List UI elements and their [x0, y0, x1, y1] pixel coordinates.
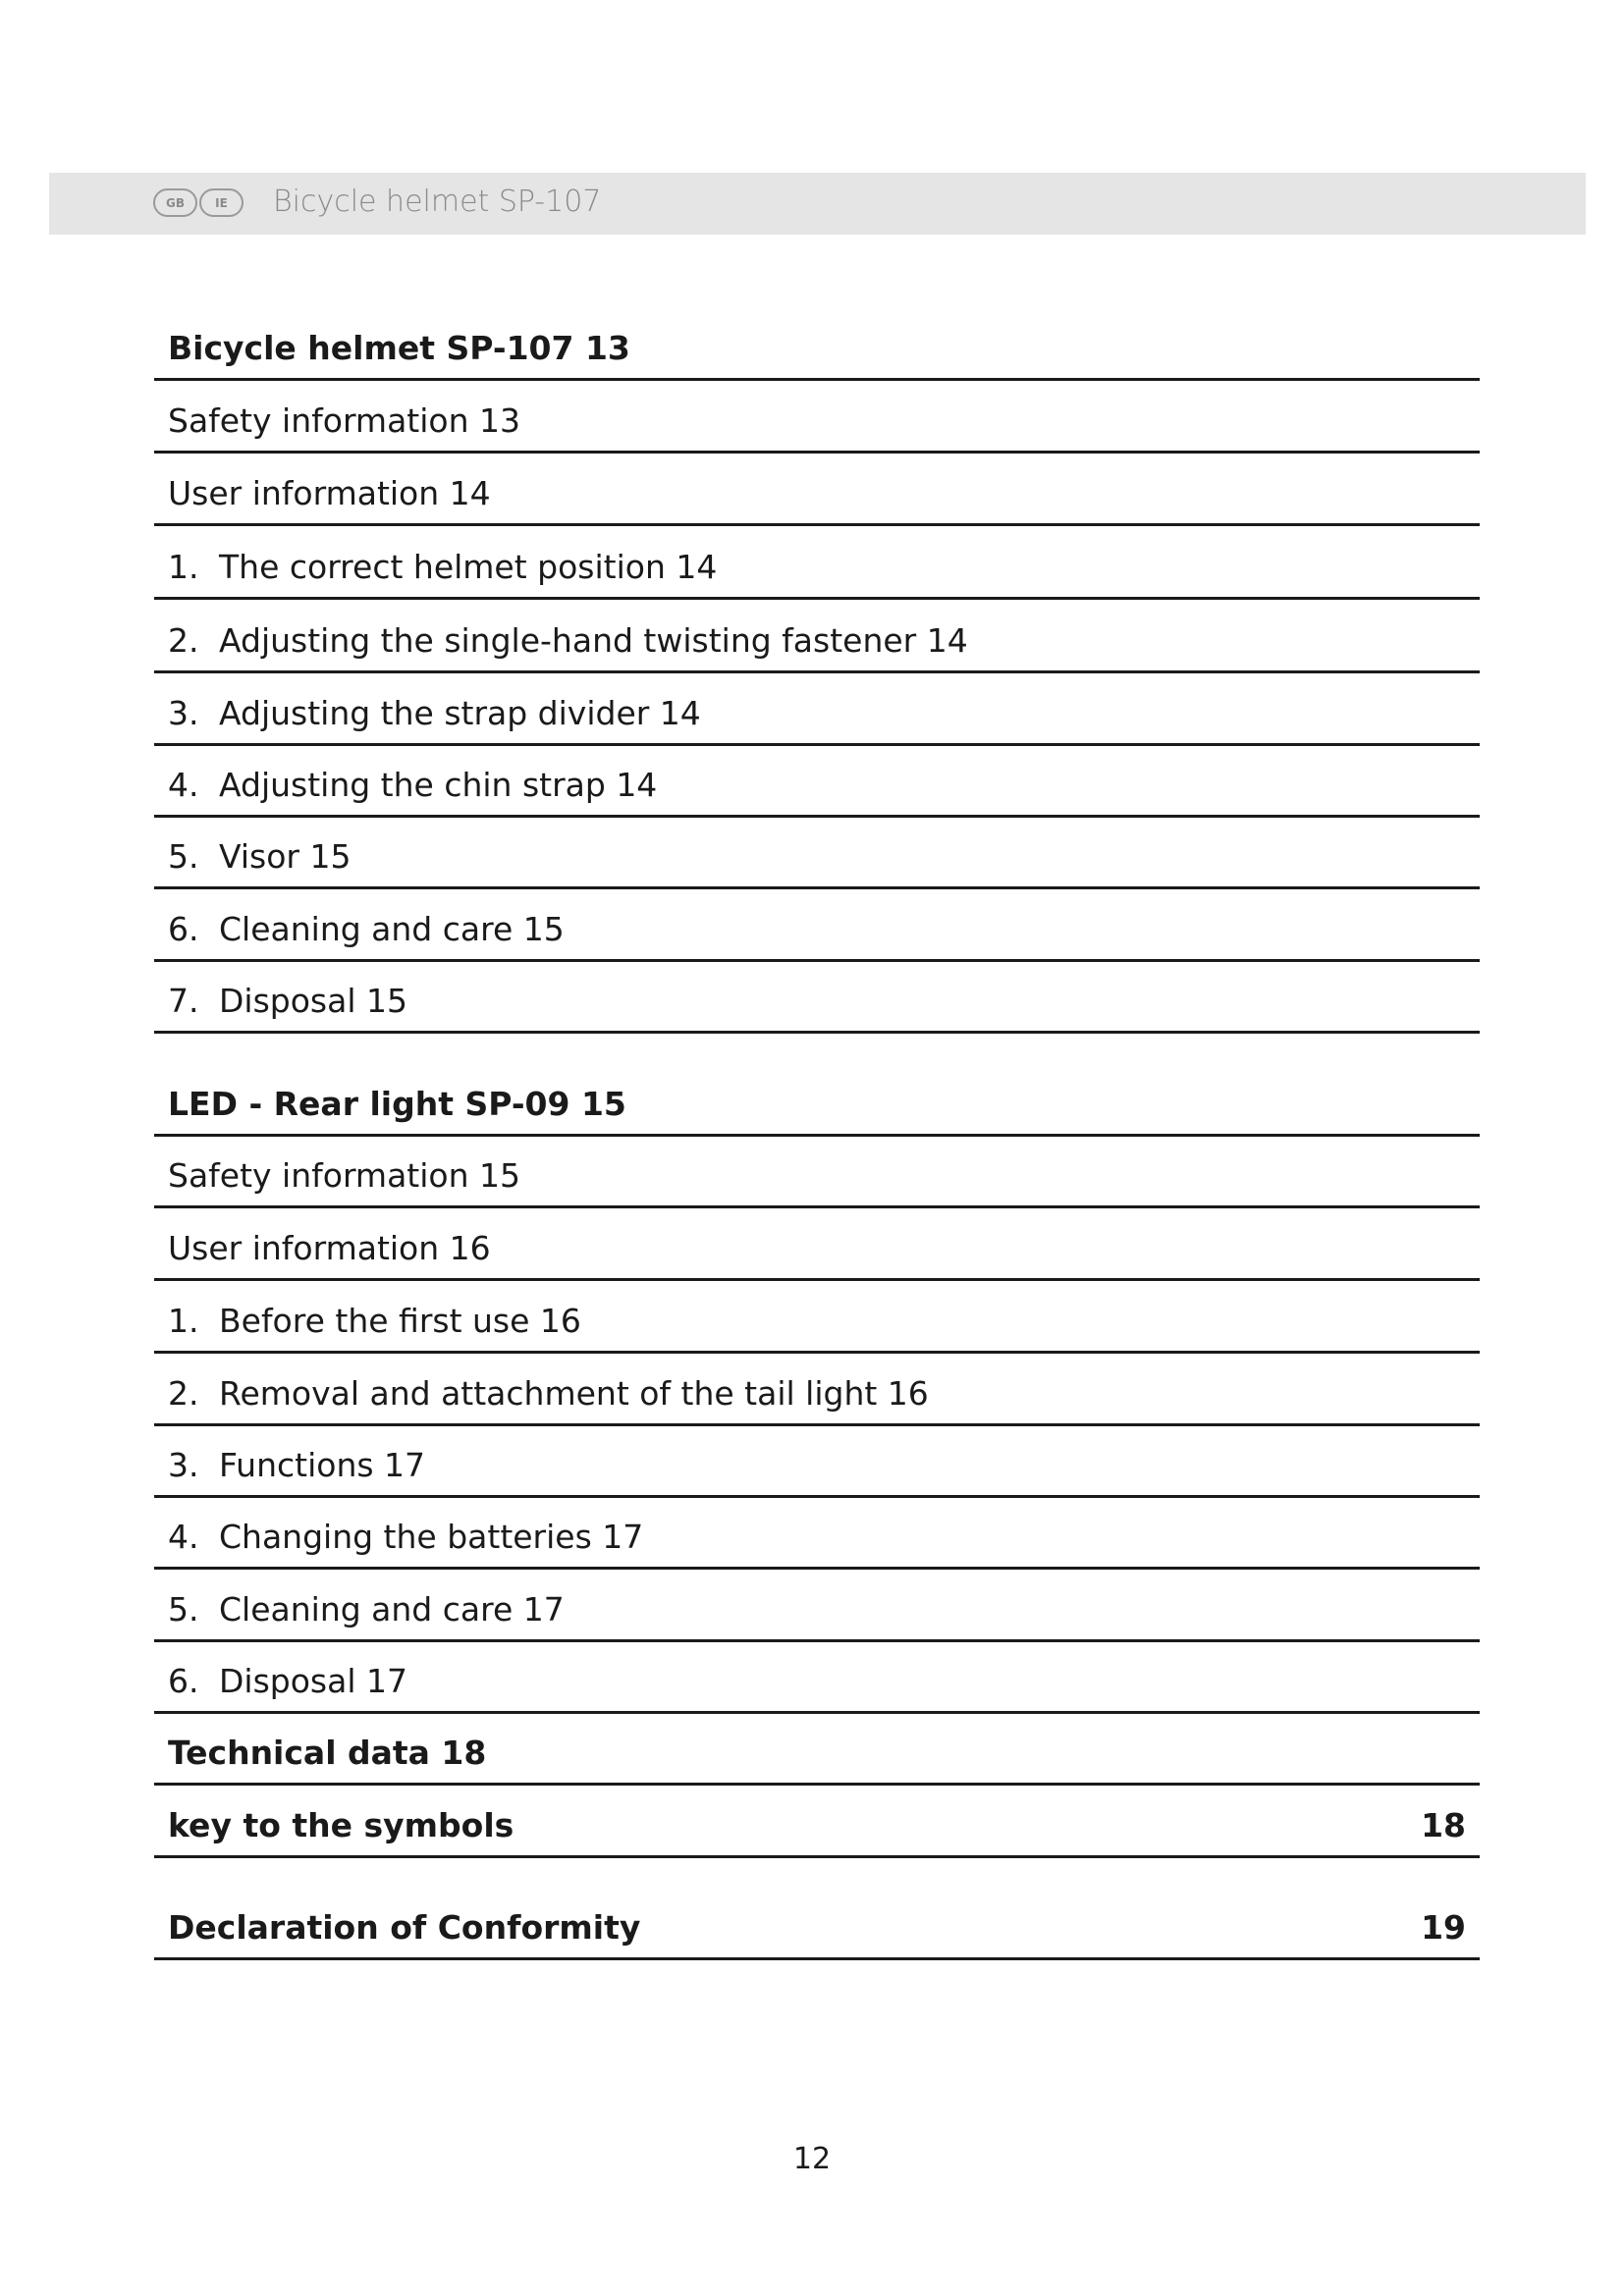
toc-item-label: User information 16 — [168, 1229, 491, 1267]
toc-item[interactable] — [154, 1357, 1480, 1426]
toc-heading-bicycle-helmet[interactable] — [154, 311, 1480, 381]
toc-item-label: Adjusting the strap divider 14 — [219, 694, 701, 732]
toc-item-label: Before the first use 16 — [219, 1302, 581, 1340]
toc-heading-label: Technical data 18 — [168, 1734, 487, 1772]
toc-heading-key-symbols[interactable] — [154, 1789, 1480, 1858]
toc-item-number: 5. — [168, 1590, 199, 1629]
toc-item-label: Changing the batteries 17 — [219, 1518, 644, 1556]
toc-item-label: Safety information 13 — [168, 401, 520, 440]
toc-item-label: Disposal 15 — [219, 982, 407, 1020]
toc-item-number: 2. — [168, 621, 199, 660]
toc-item-label: User information 14 — [168, 474, 491, 512]
toc-item-number: 1. — [168, 1302, 199, 1340]
toc-item-number: 2. — [168, 1374, 199, 1413]
country-badge-gb: GB — [153, 188, 197, 217]
toc-item-label: The correct helmet position 14 — [219, 548, 718, 586]
toc-item-label: Adjusting the single-hand twisting fastener 14 — [219, 621, 968, 660]
toc-item[interactable] — [154, 892, 1480, 962]
toc-item-label: Cleaning and care 17 — [219, 1590, 565, 1629]
toc-item[interactable] — [154, 748, 1480, 818]
toc-heading-declaration[interactable] — [154, 1891, 1480, 1960]
toc-item[interactable] — [154, 1284, 1480, 1354]
toc-item[interactable] — [154, 530, 1480, 600]
toc-heading-rear-light[interactable] — [154, 1067, 1480, 1137]
toc-item-label: Disposal 17 — [219, 1662, 407, 1700]
country-badges — [153, 188, 244, 217]
toc-heading-label: key to the symbols — [168, 1806, 514, 1844]
toc-item-label: Safety information 15 — [168, 1156, 520, 1195]
toc-item[interactable] — [154, 384, 1480, 454]
running-header-title: Bicycle helmet SP-107 — [273, 185, 602, 219]
toc-item[interactable] — [154, 1139, 1480, 1208]
toc-item[interactable] — [154, 1500, 1480, 1570]
toc-item-label: Adjusting the chin strap 14 — [219, 766, 658, 804]
toc-item-number: 4. — [168, 1518, 199, 1556]
toc-item[interactable] — [154, 964, 1480, 1034]
toc-item-number: 3. — [168, 1446, 199, 1484]
toc-item[interactable] — [154, 1211, 1480, 1281]
toc-page-number: 19 — [1421, 1908, 1466, 1947]
toc-item-number: 6. — [168, 910, 199, 948]
page-number: 12 — [792, 2142, 832, 2176]
toc-item-number: 5. — [168, 837, 199, 876]
toc-item-label: Cleaning and care 15 — [219, 910, 565, 948]
toc-page-number: 18 — [1421, 1806, 1466, 1844]
toc-item[interactable] — [154, 456, 1480, 526]
toc-item-number: 3. — [168, 694, 199, 732]
toc-item-number: 4. — [168, 766, 199, 804]
toc-item-label: Removal and attachment of the tail light 16 — [219, 1374, 929, 1413]
toc-item[interactable] — [154, 1573, 1480, 1642]
toc-item[interactable] — [154, 1644, 1480, 1714]
toc-heading-label: LED - Rear light SP-09 15 — [168, 1085, 626, 1123]
toc-item-number: 1. — [168, 548, 199, 586]
toc-item[interactable] — [154, 604, 1480, 673]
toc-item[interactable] — [154, 676, 1480, 746]
toc-heading-technical-data[interactable] — [154, 1716, 1480, 1786]
toc-item-number: 7. — [168, 982, 199, 1020]
toc-item-label: Visor 15 — [219, 837, 352, 876]
toc-item-number: 6. — [168, 1662, 199, 1700]
country-badge-ie: IE — [199, 188, 244, 217]
toc-heading-label: Bicycle helmet SP-107 13 — [168, 329, 630, 367]
toc-item[interactable] — [154, 1428, 1480, 1498]
toc-item[interactable] — [154, 820, 1480, 889]
toc-item-label: Functions 17 — [219, 1446, 426, 1484]
toc-heading-label: Declaration of Conformity — [168, 1908, 641, 1947]
